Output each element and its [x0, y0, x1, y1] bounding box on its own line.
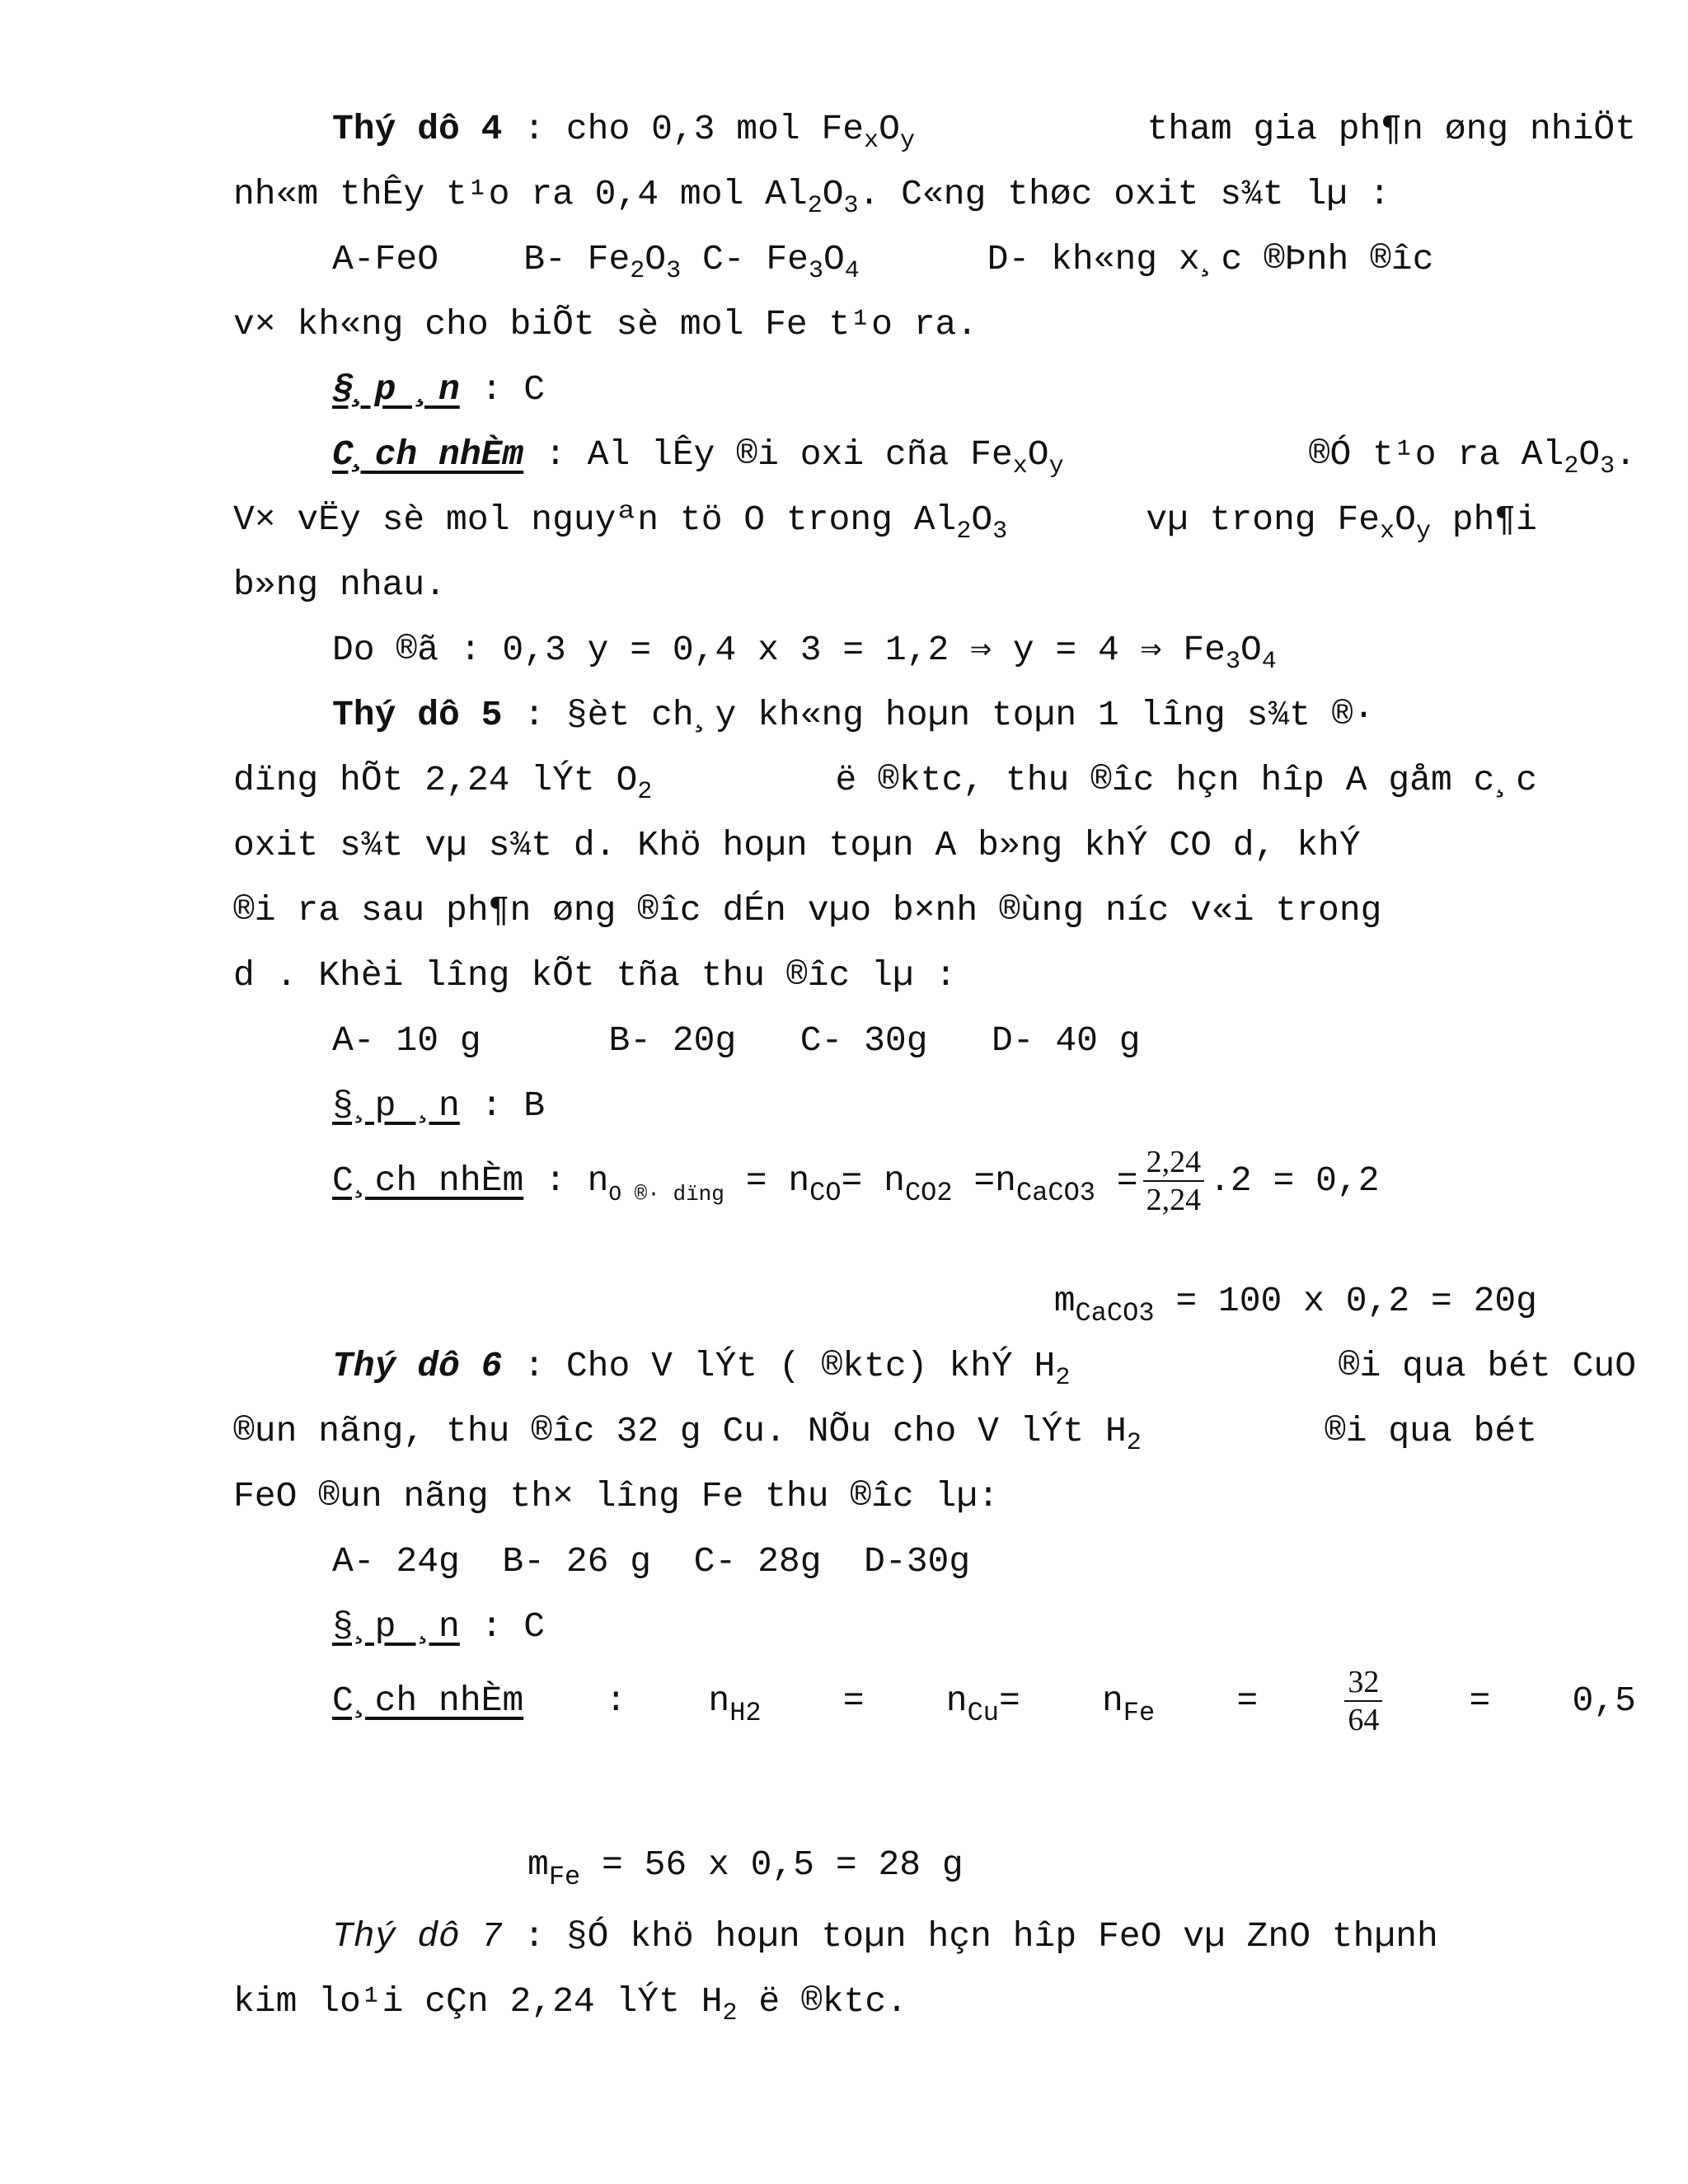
ex7-line-1: Thý dô 7 : §Ó khö hoµn toµn hçn hîp FeO vµ ZnO thµnh — [332, 1916, 1438, 1957]
ex5-line-4: ®i ra sau ph¶n øng ®îc dÉn vµo b×nh ®ùng níc v«i trong — [233, 890, 1382, 930]
example-5-title: Thý dô 5 — [332, 695, 503, 735]
option-d: D- kh«ng x¸c ®Þnh ®îc — [987, 239, 1434, 279]
ex5-answer: §¸p ¸n : B — [332, 1085, 546, 1126]
ex4-method-line-2: V× vËy sè mol nguyªn tö O trong $Al_2O_3$ vµ trong $Fe_xO_y$ ph¶i — [233, 499, 1537, 546]
ex6-line-3: FeO ®un nãng th× lîng Fe thu ®îc lµ: — [233, 1476, 999, 1516]
ex4-line-1: Thý dô 4 : cho 0,3 mol $Fe_xO_y$ tham gia ph¶n øng nhiÖt — [332, 109, 1636, 155]
option-d: D- 40 g — [991, 1020, 1141, 1061]
ex7-line-2: kim lo¹i cÇn 2,24 lÝt $H_2$ ë ®ktc. — [233, 1981, 907, 2027]
ex5-line-1: Thý dô 5 : §èt ch¸y kh«ng hoµn toµn 1 lîng s¾t ®· — [332, 695, 1375, 735]
ex5-line-3: oxit s¾t vµ s¾t d. Khö hoµn toµn A b»ng khÝ CO d, khÝ — [233, 825, 1361, 865]
answer-label: §¸p ¸n — [332, 1085, 460, 1126]
fraction: $\frac{32}{64}$ — [1344, 1664, 1382, 1738]
ex6-line-2: ®un nãng, thu ®îc 32 g Cu. NÕu cho V lÝt $H_2$ ®i qua bét — [233, 1411, 1537, 1457]
ex6-line-1: Thý dô 6 : Cho V lÝt ( ®ktc) khÝ $H_2$ ®i qua bét CuO — [332, 1346, 1636, 1392]
ex4-method-line-3: b»ng nhau. — [233, 565, 447, 605]
example-4-title: Thý dô 4 — [332, 109, 503, 149]
answer-label: §¸p ¸n — [332, 1606, 460, 1647]
ex6-answer: §¸p ¸n : C — [332, 1606, 546, 1647]
ex5-mass-result: $m_{CaCO3} = 100$ x 0,2 = 20g — [1053, 1281, 1537, 1329]
example-7-title: Thý dô 7 — [332, 1916, 503, 1957]
ex4-answer: §¸p ¸n : C — [332, 369, 546, 410]
ex6-mass-result: $m_{Fe} = 56$ x 0,5 = 28 g — [528, 1844, 964, 1892]
method-label: C¸ch nhÈm — [332, 1160, 524, 1201]
ex4-line-2: nh«m thÊy t¹o ra 0,4 mol $Al_2O_3$. C«ng thøc oxit s¾t lµ : — [233, 174, 1390, 220]
ex4-line-4: v× kh«ng cho biÕt sè mol Fe t¹o ra. — [233, 304, 978, 344]
option-b: B- $Fe_2O_3$ — [523, 239, 682, 285]
option-c: C- $Fe_3O_4$ — [701, 239, 860, 285]
example-6-title: Thý dô 6 — [332, 1346, 503, 1386]
method-label: C¸ch nhÈm — [332, 434, 524, 475]
option-b: B- 20g — [608, 1020, 737, 1061]
option-c: C- 30g — [799, 1020, 928, 1061]
ex4-method-line-1: C¸ch nhÈm : Al lÊy ®i oxi cña $Fe_xO_y$ ®Ó t¹o ra $Al_2O_3$. — [332, 434, 1636, 480]
option-a: A-FeO — [332, 239, 439, 279]
ex4-options — [233, 227, 1636, 292]
ex6-method: C¸ch nhÈm : $n_{H2}$ = $n_{Cu}=$ $n_{Fe}$ = $\frac{32}{64}$ = 0,5 — [233, 1660, 1636, 1742]
ex5-line-5: d . Khèi lîng kÕt tña thu ®îc lµ : — [233, 955, 957, 996]
method-label: C¸ch nhÈm — [332, 1680, 524, 1721]
ex6-options: A- 24g B- 26 g C- 28g D-30g — [332, 1541, 971, 1582]
answer-label: §¸p ¸n — [332, 369, 460, 410]
fraction: $\frac{2,24}{2,24}$ — [1143, 1144, 1205, 1218]
ex5-line-2: dïng hÕt 2,24 lÝt $O_2$ ë ®ktc, thu ®îc hçn hîp A gåm c¸c — [233, 760, 1537, 806]
ex5-options — [233, 1009, 1636, 1073]
option-a: A- 10 g — [332, 1020, 481, 1061]
ex5-method: C¸ch nhÈm : $n_{O ®\cdot dïng} = n_{CO}= n_{CO2} =n_{CaCO3}$ = $\frac{2,24}{2,24}$ .2 = 0,2 — [332, 1144, 1380, 1217]
ex4-method-line-4: Do ®ã : 0,3 y = 0,4 x 3 = 1,2 ⇒ y = 4 ⇒ $Fe_3O_4$ — [332, 630, 1277, 676]
